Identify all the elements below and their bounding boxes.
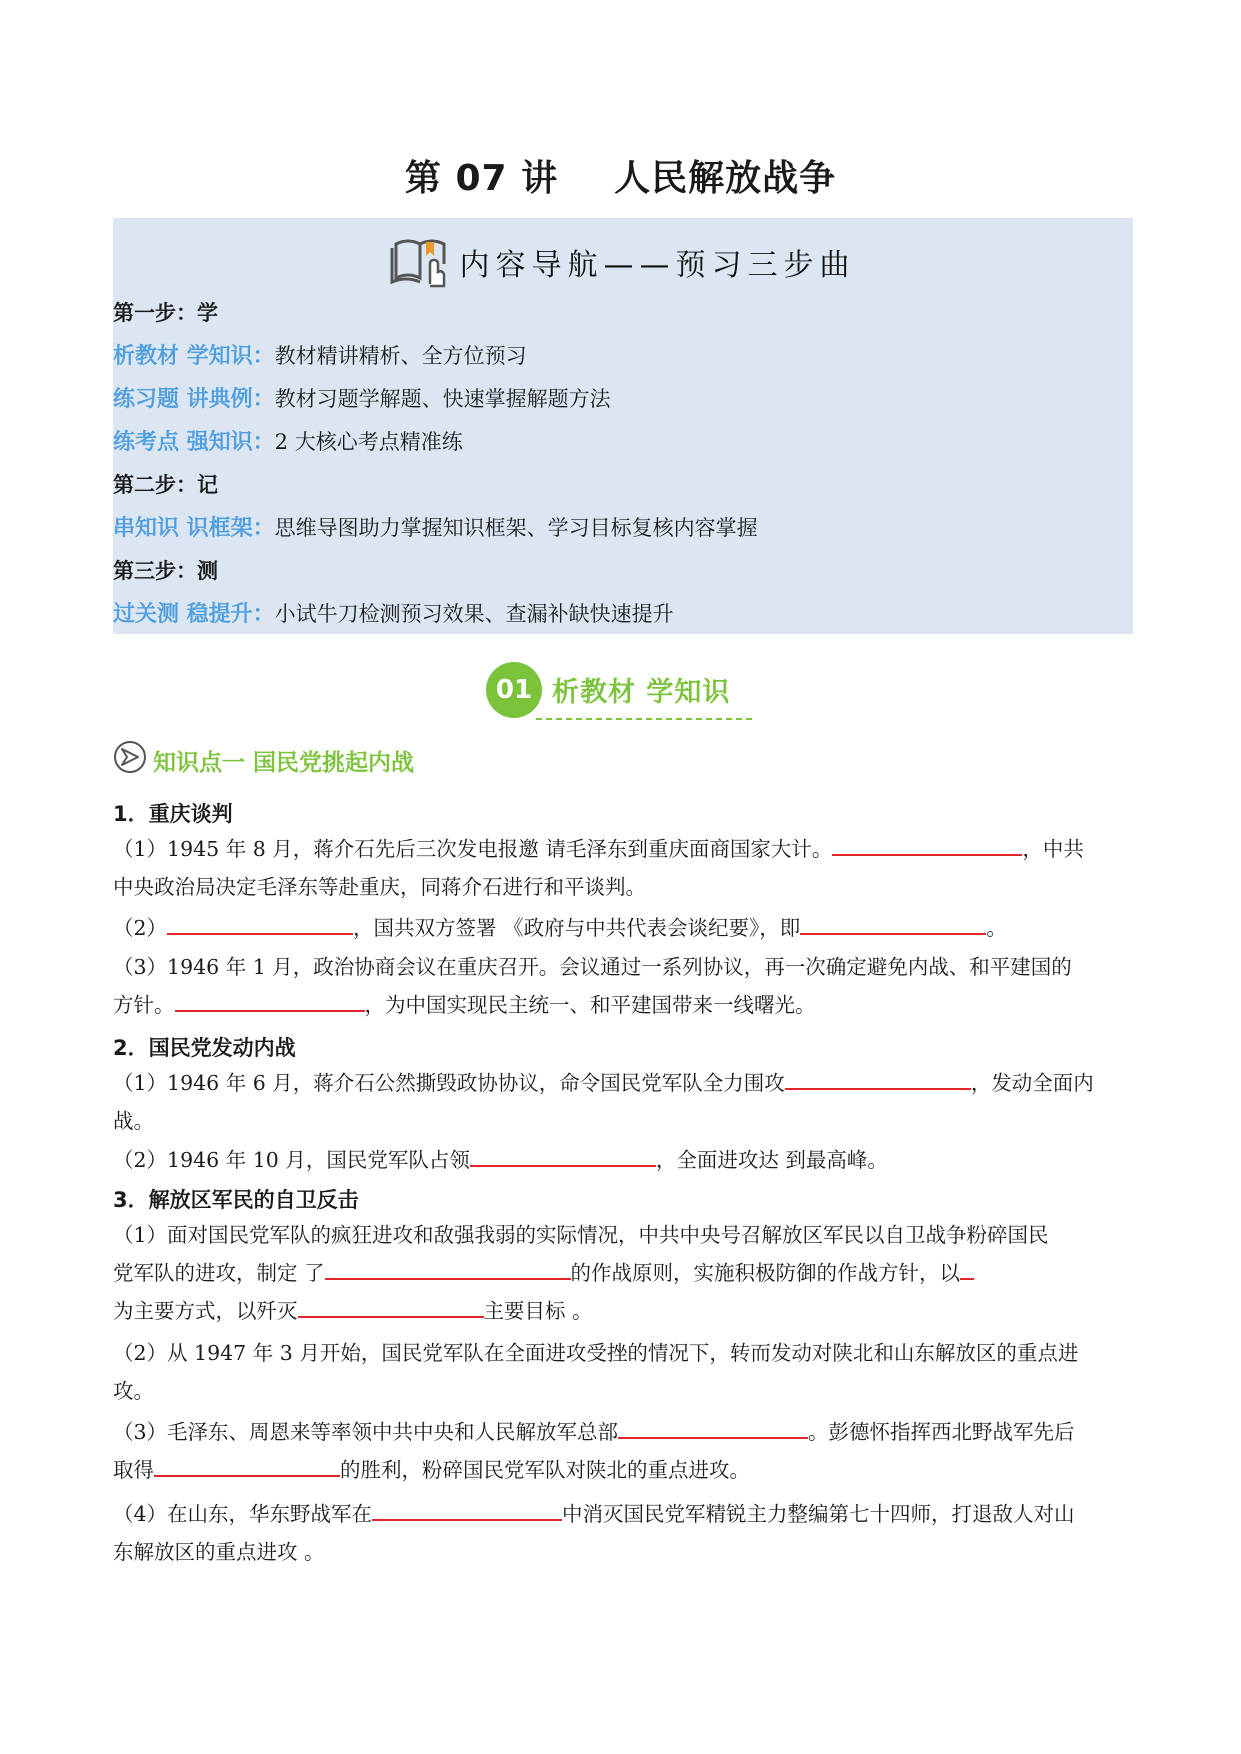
text-line — [113, 1064, 1135, 1102]
text-span: 为主要方式，以歼灭 — [113, 1299, 298, 1323]
text-line — [113, 1141, 1135, 1179]
text-line — [113, 1292, 1135, 1330]
paragraph — [113, 830, 1135, 906]
fill-blank[interactable] — [154, 1453, 340, 1477]
topic-heading: 2．国民党发动内战 — [113, 1036, 296, 1060]
text-span: （2） — [113, 916, 168, 940]
paragraph — [113, 1141, 1135, 1179]
text-line — [113, 868, 1135, 906]
text-line — [113, 1413, 1135, 1451]
section-divider — [536, 718, 752, 720]
nav-item-key: 析教材 学知识： — [113, 344, 275, 369]
topic-heading: 3．解放区军民的自卫反击 — [113, 1188, 359, 1212]
text-span: 攻。 — [113, 1379, 154, 1403]
text-span: （1）面对国民党军队的疯狂进攻和敌强我弱的实际情况，中共中央号召解放区军民以自卫战争粉碎国民 — [113, 1223, 1049, 1247]
text-line — [113, 830, 1135, 868]
nav-item — [113, 427, 463, 458]
fill-blank[interactable] — [372, 1497, 562, 1521]
text-line — [113, 909, 1135, 947]
nav-item — [113, 513, 758, 544]
nav-item — [113, 599, 674, 630]
fill-blank[interactable] — [785, 1066, 971, 1090]
nav-item-key: 练考点 强知识： — [113, 430, 275, 455]
text-span: 党军队的进攻，制定 了 — [113, 1261, 325, 1285]
text-line — [113, 986, 1135, 1024]
text-span: 。 — [986, 916, 1007, 940]
paragraph — [113, 1413, 1135, 1489]
nav-item — [113, 384, 611, 415]
arrow-circle-icon — [113, 740, 147, 774]
paragraph — [113, 909, 1135, 947]
section-title: 析教材 学知识 — [552, 677, 731, 708]
text-span: 战。 — [113, 1109, 154, 1133]
fill-blank[interactable] — [175, 988, 365, 1012]
text-span: 。彭德怀指挥西北野战军先后 — [808, 1420, 1075, 1444]
lecture-name: 人民解放战争 — [614, 158, 837, 199]
text-line — [113, 1495, 1135, 1533]
text-line — [113, 1102, 1135, 1140]
paragraph — [113, 1334, 1135, 1410]
text-span: （2）1946 年 10 月，国民党军队占领 — [113, 1148, 470, 1172]
nav-item-text: 2 大核心考点精准练 — [274, 430, 463, 454]
text-span: （2）从 1947 年 3 月开始，国民党军队在全面进攻受挫的情况下，转而发动对陕北和山东解放区的重点进 — [113, 1341, 1079, 1365]
text-span: 主要目标 。 — [483, 1299, 593, 1323]
nav-item-text: 小试牛刀检测预习效果、查漏补缺快速提升 — [274, 602, 674, 626]
step-2-title: 第二步：记 — [113, 473, 218, 497]
nav-item-key: 串知识 识框架： — [113, 516, 275, 541]
text-span: （1）1946 年 6 月，蒋介石公然撕毁政协协议，命令国民党军队全力围攻 — [113, 1071, 785, 1095]
text-span: （3）毛泽东、周恩来等率领中共中央和人民解放军总部 — [113, 1420, 619, 1444]
fill-blank[interactable] — [470, 1143, 656, 1167]
content-navigation-box — [113, 218, 1133, 634]
nav-heading — [113, 234, 1133, 290]
nav-heading-text: 内容导航——预习三步曲 — [459, 248, 856, 283]
text-line — [113, 1254, 1135, 1292]
nav-item — [113, 341, 527, 372]
text-span: （4）在山东，华东野战军在 — [113, 1502, 373, 1526]
topic-heading: 1．重庆谈判 — [113, 802, 233, 826]
text-span: ，中共 — [1022, 837, 1084, 861]
text-span: （3）1946 年 1 月，政治协商会议在重庆召开。会议通过一系列协议，再一次确定避免内战、和平建国的 — [113, 955, 1072, 979]
fill-blank[interactable] — [325, 1256, 571, 1280]
knowledge-point-title: 知识点一 国民党挑起内战 — [153, 750, 415, 776]
fill-blank[interactable] — [960, 1256, 974, 1280]
text-span: ，全面进攻达 到最高峰。 — [655, 1148, 888, 1172]
text-line — [113, 948, 1135, 986]
text-span: 的作战原则，实施积极防御的作战方针，以 — [570, 1261, 961, 1285]
text-span: ，发动全面内 — [970, 1071, 1094, 1095]
text-span: 方针。 — [113, 993, 175, 1017]
fill-blank[interactable] — [167, 911, 353, 935]
text-line — [113, 1533, 1135, 1571]
nav-item-text: 思维导图助力掌握知识框架、学习目标复核内容掌握 — [274, 516, 758, 540]
paragraph — [113, 1495, 1135, 1571]
fill-blank[interactable] — [618, 1415, 808, 1439]
nav-item-text: 教材精讲精析、全方位预习 — [274, 344, 527, 368]
paragraph — [113, 1216, 1135, 1330]
text-span: 东解放区的重点进攻 。 — [113, 1540, 325, 1564]
fill-blank[interactable] — [800, 911, 986, 935]
text-span: 中央政治局决定毛泽东等赴重庆，同蒋介石进行和平谈判。 — [113, 875, 646, 899]
section-number: 01 — [486, 662, 542, 718]
text-line — [113, 1216, 1135, 1254]
nav-item-key: 过关测 稳提升： — [113, 602, 275, 627]
text-line — [113, 1451, 1135, 1489]
fill-blank[interactable] — [832, 832, 1022, 856]
book-pointer-icon — [390, 234, 454, 290]
nav-item-key: 练习题 讲典例： — [113, 387, 275, 412]
fill-blank[interactable] — [298, 1294, 484, 1318]
text-span: （1）1945 年 8 月，蒋介石先后三次发电报邀 请毛泽东到重庆面商国家大计。 — [113, 837, 833, 861]
text-line — [113, 1334, 1135, 1372]
paragraph — [113, 948, 1135, 1024]
text-line — [113, 1372, 1135, 1410]
section-badge — [486, 662, 766, 720]
step-3-title: 第三步：测 — [113, 559, 218, 583]
text-span: 的胜利，粉碎国民党军队对陕北的重点进攻。 — [340, 1458, 750, 1482]
text-span: 取得 — [113, 1458, 154, 1482]
text-span: ，为中国实现民主统一、和平建国带来一线曙光。 — [364, 993, 816, 1017]
lecture-number: 第 07 讲 — [404, 158, 559, 199]
text-span: ，国共双方签署 《政府与中共代表会谈纪要》，即 — [353, 916, 801, 940]
page-title — [0, 150, 1241, 201]
step-1-title: 第一步：学 — [113, 301, 218, 325]
text-span: 中消灭国民党军精锐主力整编第七十四师，打退敌人对山 — [562, 1502, 1075, 1526]
nav-item-text: 教材习题学解题、快速掌握解题方法 — [274, 387, 611, 411]
paragraph — [113, 1064, 1135, 1140]
